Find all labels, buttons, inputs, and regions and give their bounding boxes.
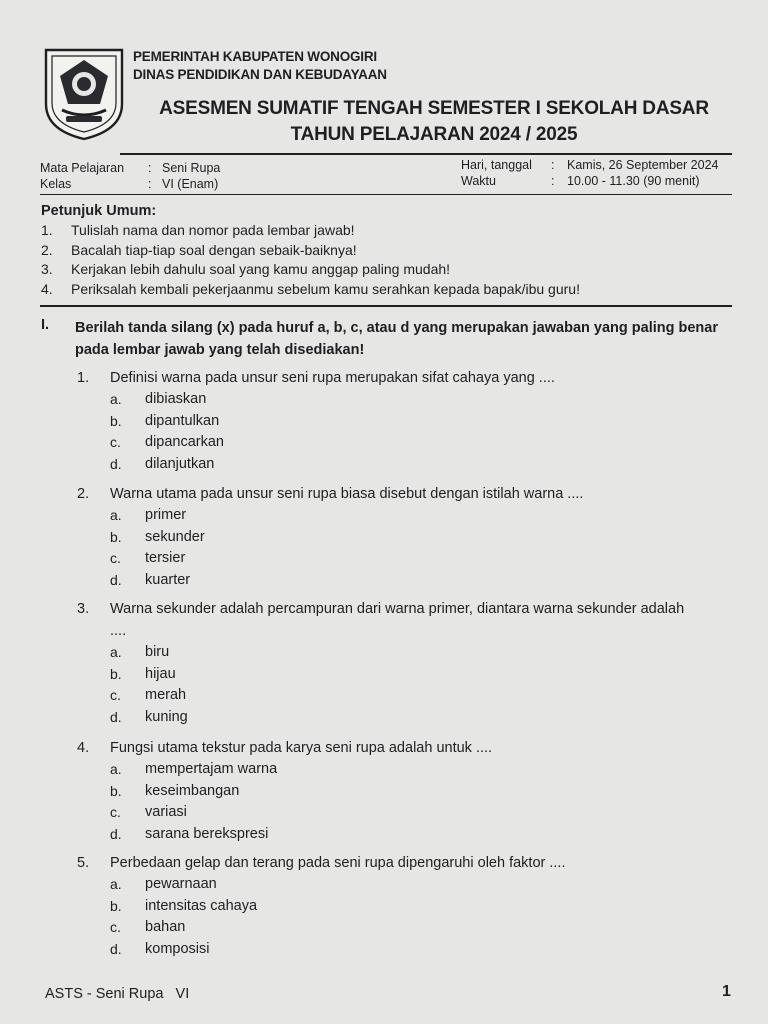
- time-label: Waktu: [461, 174, 496, 188]
- question-item: [0, 367, 768, 476]
- class-value: VI (Enam): [162, 177, 219, 191]
- instruction-number: 1.: [41, 222, 53, 238]
- exam-title: [140, 96, 728, 148]
- option-text: bahan: [145, 919, 186, 936]
- option-text: dilanjutkan: [145, 456, 215, 473]
- time-value: 10.00 - 11.30 (90 menit): [567, 174, 700, 188]
- instruction-text: Bacalah tiap-tiap soal dengan sebaik-baiknya!: [71, 241, 357, 258]
- time-row: [461, 173, 718, 189]
- answer-option: [0, 781, 768, 803]
- separator: :: [551, 158, 555, 172]
- option-letter: b.: [110, 782, 122, 799]
- answer-option: [0, 432, 768, 454]
- option-text: sekunder: [145, 528, 205, 545]
- option-letter: d.: [110, 572, 122, 589]
- option-text: variasi: [145, 804, 187, 821]
- answer-option: [0, 454, 768, 476]
- option-text: hijau: [145, 665, 176, 682]
- option-letter: a.: [110, 876, 122, 892]
- instructions-divider: [40, 305, 732, 307]
- answer-option: [0, 548, 768, 570]
- answer-option: [0, 707, 768, 729]
- instruction-item: [41, 280, 580, 300]
- question-text: Definisi warna pada unsur seni rupa merupakan sifat cahaya yang ....: [110, 370, 555, 386]
- answer-option: [0, 939, 768, 961]
- date-value: Kamis, 26 September 2024: [567, 158, 719, 172]
- footer-label: ASTS - Seni Rupa VI: [45, 986, 190, 1002]
- option-letter: a.: [110, 391, 122, 407]
- option-text: pewarnaan: [145, 876, 217, 892]
- option-letter: a.: [110, 507, 122, 523]
- subject-row: [40, 160, 220, 176]
- exam-info-right: [461, 157, 718, 189]
- instruction-item: [41, 241, 580, 261]
- question-item: [0, 598, 768, 729]
- exam-info-left: [40, 160, 220, 192]
- question-item: [0, 737, 768, 846]
- answer-option: [0, 802, 768, 824]
- option-letter: d.: [110, 941, 122, 958]
- page-number: 1: [722, 983, 731, 1000]
- instruction-text: Periksalah kembali pekerjaanmu sebelum kamu serahkan kepada bapak/ibu guru!: [71, 280, 580, 297]
- option-text: dipancarkan: [145, 434, 224, 451]
- government-header: [133, 48, 387, 84]
- option-letter: a.: [110, 644, 122, 660]
- option-letter: c.: [110, 550, 121, 567]
- instruction-item: [41, 260, 580, 280]
- separator: :: [148, 161, 152, 175]
- date-row: [461, 157, 718, 173]
- answer-option: [0, 527, 768, 549]
- option-text: primer: [145, 507, 187, 523]
- instructions-title: Petunjuk Umum:: [41, 203, 157, 219]
- answer-option: [0, 685, 768, 707]
- answer-option: [0, 759, 768, 781]
- option-text: biru: [145, 644, 170, 660]
- question-item: [0, 852, 768, 961]
- option-text: sarana berekspresi: [145, 826, 269, 843]
- instructions-list: [41, 221, 580, 299]
- section-number: I.: [41, 317, 50, 333]
- instruction-number: 2.: [41, 241, 53, 258]
- option-text: dibiaskan: [145, 391, 207, 407]
- question-number: 3.: [77, 601, 90, 617]
- option-letter: c.: [110, 804, 121, 821]
- regency-emblem-logo: [42, 46, 126, 142]
- option-text: intensitas cahaya: [145, 897, 258, 914]
- option-text: komposisi: [145, 941, 210, 958]
- option-letter: b.: [110, 412, 122, 429]
- instruction-number: 4.: [41, 280, 53, 297]
- separator: :: [551, 174, 555, 188]
- question-text: Perbedaan gelap dan terang pada seni rupa dipengaruhi oleh faktor ....: [110, 855, 566, 871]
- option-letter: d.: [110, 709, 122, 726]
- question-number: 5.: [77, 855, 90, 871]
- option-letter: d.: [110, 826, 122, 843]
- exam-title-line2: TAHUN PELAJARAN 2024 / 2025: [290, 124, 578, 145]
- answer-option: [0, 874, 768, 896]
- class-label: Kelas: [40, 177, 72, 191]
- option-letter: b.: [110, 665, 122, 682]
- answer-option: [0, 570, 768, 592]
- option-text: mempertajam warna: [145, 761, 278, 777]
- question-continuation: ....: [110, 623, 127, 639]
- question-number: 1.: [77, 370, 90, 386]
- answer-option: [0, 642, 768, 664]
- subject-label: Mata Pelajaran: [40, 161, 125, 175]
- answer-option: [0, 824, 768, 846]
- answer-option: [0, 917, 768, 939]
- instruction-text: Tulislah nama dan nomor pada lembar jawab!: [71, 222, 355, 238]
- question-text: Warna sekunder adalah percampuran dari warna primer, diantara warna sekunder adalah: [110, 601, 685, 617]
- class-row: [40, 176, 220, 192]
- option-text: dipantulkan: [145, 412, 220, 429]
- exam-title-line1: ASESMEN SUMATIF TENGAH SEMESTER I SEKOLAH DASAR: [159, 98, 709, 119]
- option-letter: c.: [110, 919, 121, 936]
- option-text: kuning: [145, 709, 188, 726]
- instruction-text: Kerjakan lebih dahulu soal yang kamu anggap paling mudah!: [71, 261, 451, 278]
- separator: :: [148, 177, 152, 191]
- answer-option: [0, 896, 768, 918]
- answer-option: [0, 411, 768, 433]
- subject-value: Seni Rupa: [162, 161, 221, 175]
- option-letter: c.: [110, 434, 121, 451]
- option-letter: b.: [110, 528, 122, 545]
- answer-option: [0, 389, 768, 411]
- question-text: Warna utama pada unsur seni rupa biasa disebut dengan istilah warna ....: [110, 486, 584, 502]
- question-text: Fungsi utama tekstur pada karya seni rupa adalah untuk ....: [110, 740, 493, 756]
- option-letter: b.: [110, 897, 122, 914]
- instruction-number: 3.: [41, 261, 53, 278]
- answer-option: [0, 664, 768, 686]
- question-item: [0, 483, 768, 592]
- date-label: Hari, tanggal: [461, 158, 532, 172]
- info-divider: [40, 194, 732, 195]
- option-text: kuarter: [145, 572, 191, 589]
- question-number: 2.: [77, 486, 90, 502]
- section-instruction: Berilah tanda silang (x) pada huruf a, b, c, atau d yang merupakan jawaban yang paling benar pada lembar jawab yang telah disediakan!: [75, 320, 718, 358]
- option-text: merah: [145, 687, 187, 704]
- answer-option: [0, 505, 768, 527]
- option-letter: d.: [110, 456, 122, 473]
- option-letter: a.: [110, 761, 122, 777]
- question-number: 4.: [77, 740, 90, 756]
- option-letter: c.: [110, 687, 121, 704]
- government-name: PEMERINTAH KABUPATEN WONOGIRI: [133, 49, 377, 64]
- department-name: DINAS PENDIDIKAN DAN KEBUDAYAAN: [133, 67, 387, 82]
- option-text: keseimbangan: [145, 782, 240, 799]
- header-divider: [120, 153, 732, 155]
- option-text: tersier: [145, 550, 186, 567]
- instruction-item: [41, 221, 580, 241]
